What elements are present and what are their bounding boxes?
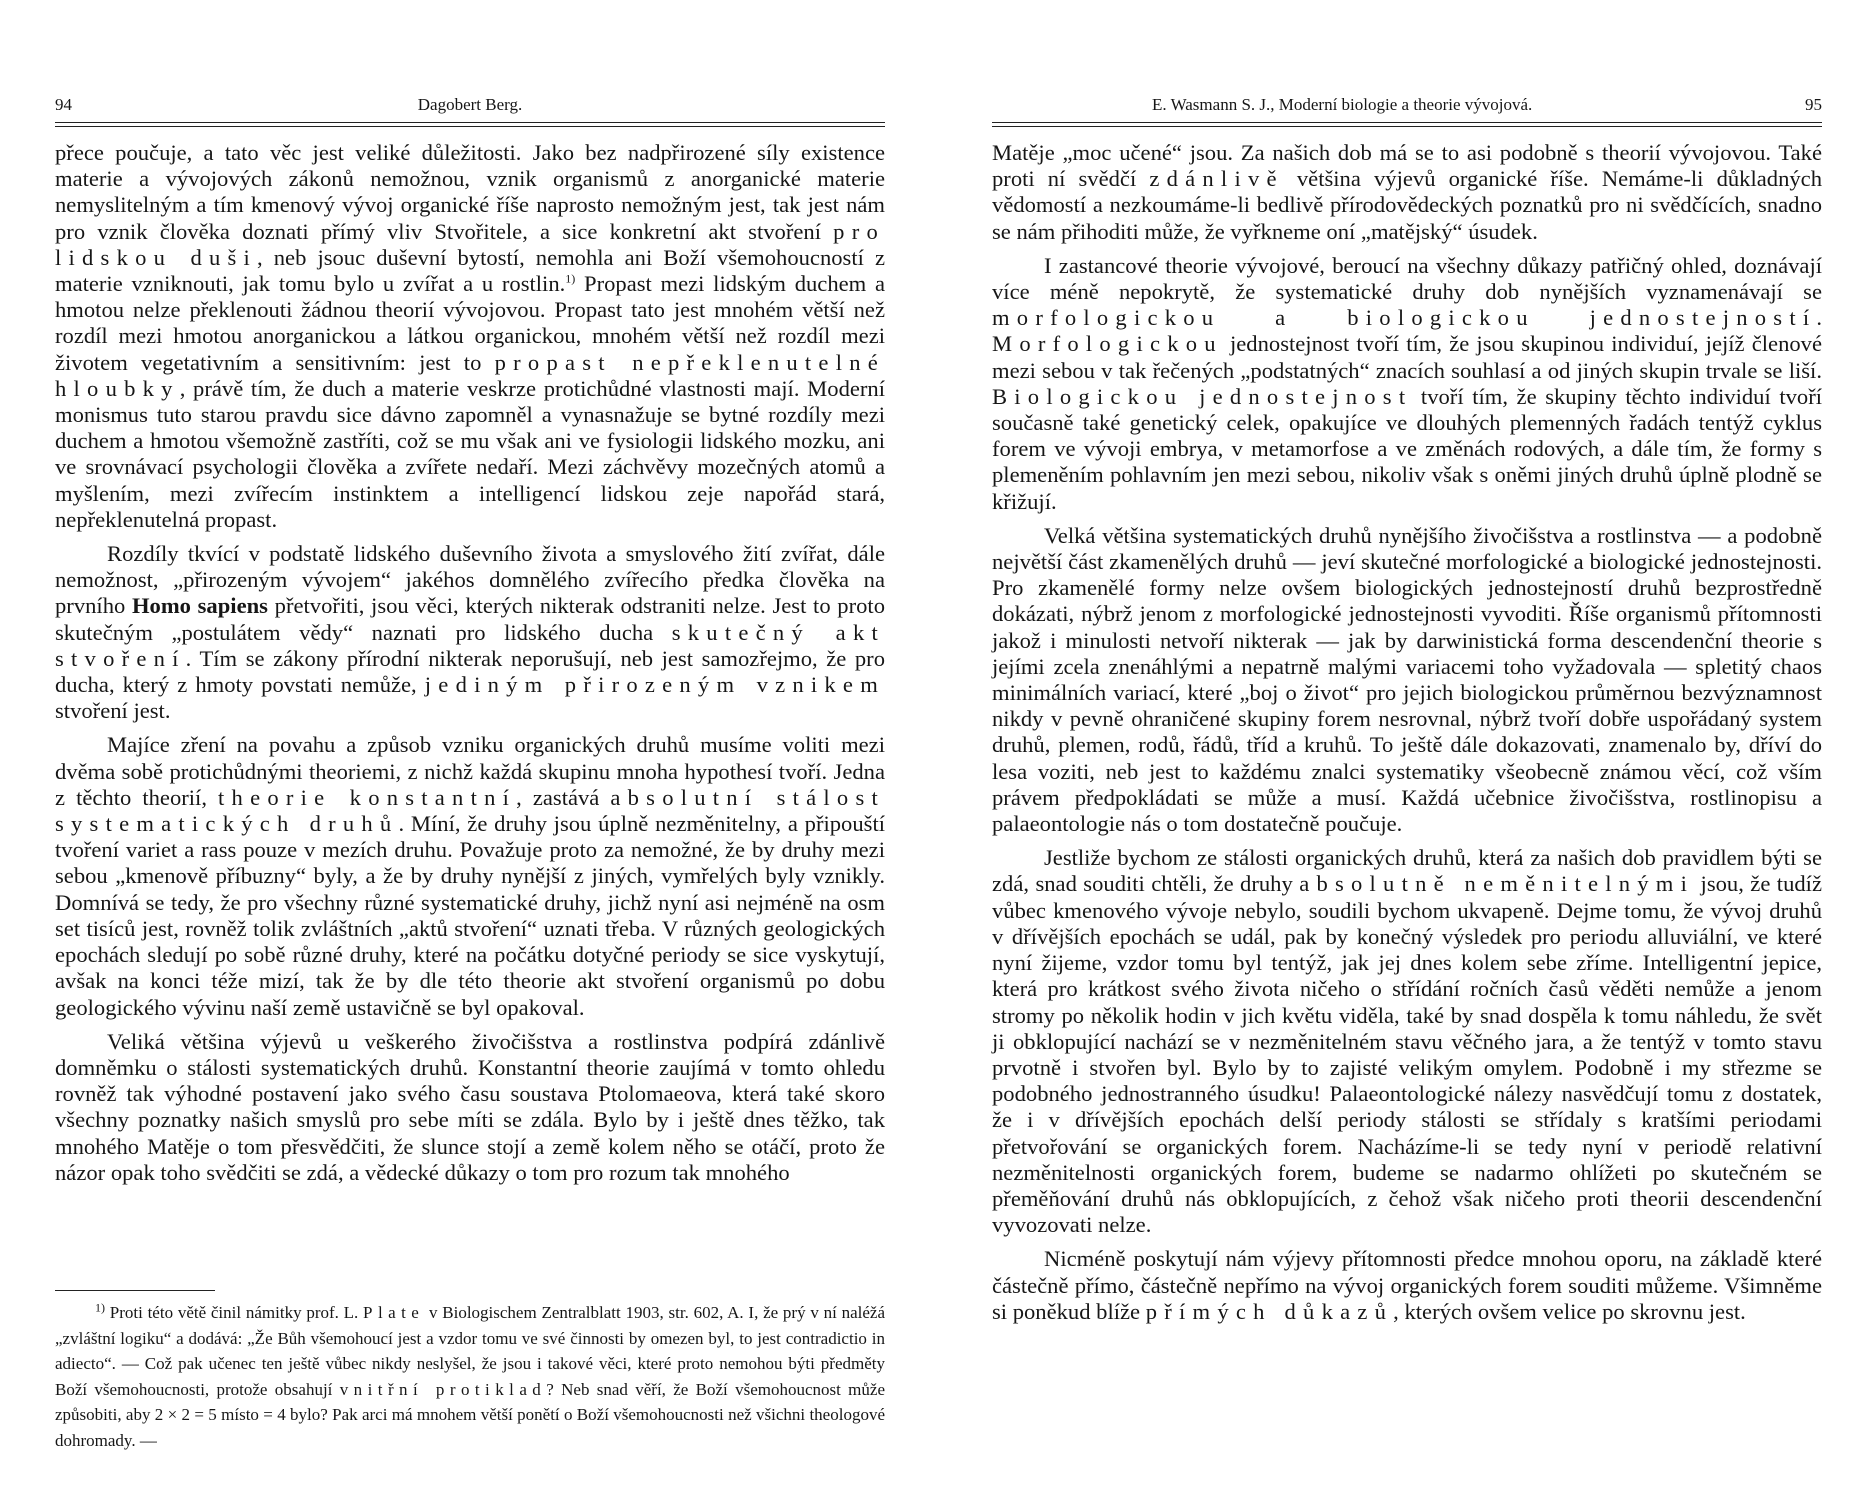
paragraph	[55, 541, 885, 724]
emphasized-text: skutečný akt stvoření	[55, 619, 885, 671]
running-head-right	[992, 95, 1822, 121]
footnote-paragraph	[55, 1300, 885, 1453]
emphasized-text: absolutní stálost systematických druhů	[55, 784, 885, 837]
right-page	[992, 0, 1822, 1500]
header-rule-right	[992, 122, 1822, 127]
text-run: , zastává	[516, 784, 611, 810]
page-number-right: 95	[1805, 95, 1822, 114]
emphasized-text: zdánlivě	[1149, 166, 1284, 192]
emphasized-text: přímých důkazů	[1145, 1298, 1394, 1324]
text-run: Jestliže bychom ze stálosti organických druhů, která za našich dob pravidlem býti se zdá, snad souditi chtěli, že druhy	[992, 845, 1822, 897]
emphasized-text: pro lidskou duši	[55, 218, 885, 270]
right-body-text	[992, 140, 1822, 1325]
bold-text: Homo sapiens	[131, 593, 268, 619]
text-run: , kterých ovšem velice po skrovnu jest.	[1393, 1298, 1746, 1324]
emphasized-text: propast nepřeklenutelné hloubky	[55, 349, 885, 401]
emphasized-text: theorie konstantní	[218, 784, 517, 810]
text-run: jsou, že tudíž vůbec kmenového vývoje nebylo, soudili bychom ukvapeně. Dejme tomu, že vývoj druhů v dřívějších epochách se udál, pak by konečný výsledek pro periodu alluviální, ve které nyní žijeme, vzdor tomu byl tentýž, jak jej dnes kolem sebe zříme. Intelligentní jepice, která pro krátkost svého života ničeho o střídání ročních časů věděti nemůže a jenom stromy po několik hodin v jich květu viděla, také by snad dospěla k tomu náhledu, že svět ji obklopující nachází se v nezměnitelném stavu věčného jara, a že tentýž v tomto stavu prvotně i stvořen byl. Bylo by to zajisté velikým omylem. Podobně i my střezme se podobného jednostranného úsudku! Palaeontologické nálezy nasvědčují tomu z dostatek, že i v dřívějších epochách delší periody stálosti se střídaly s kratšími periodami přetvořování se organických forem. Nacházíme-li se tedy nyní v periodě relativní nezměnitelnosti organických forem, budeme se nadarmo ohlížeti po skutečném se přeměňování druhů nás obklopujících, z čehož však ničeho proti theorii descendenční vyvozovati nelze.	[992, 871, 1822, 1238]
text-run: většina výjevů organické říše. Nemáme-li důkladných vědomostí a nezkoumáme-li bedlivě přírodovědeckých poznatků pro ni svědčících, snadno se nám přihoditi může, že vyřkneme oní „matějský“ úsudek.	[992, 166, 1822, 244]
left-body-text	[55, 140, 885, 1186]
text-run: Propast mezi lidským duchem a hmotou nelze překlenouti žádnou theorií vývojovou. Propast tato jest mnohém větší než rozdíl mezi hmotou anorganickou a látkou organickou, mnohém větší než rozdíl mezi životem vegetativním a sensitivním: jest to	[55, 271, 885, 375]
text-run: Nicméně poskytují nám výjevy přítomnosti předce mnohou oporu, na základě které částečně přímo, částečně nepřímo na vývoj organických forem souditi můžeme. Všimněme si poněkud blíže	[992, 1246, 1822, 1324]
text-run: v Biologischem Zentralblatt 1903, str. 602, A. I, že prý v ní naléžá „zvláštní logiku“ a dodává: „Že Bůh všemohoucí jest a vzdor tomu ve své činnosti by omezen byl, to jest contradictio in adiecto“. — Což pak učenec ten ještě vůbec nikdy neslyšel, že jsou i takové věci, které proto nemohou býti předměty Boží všemohoucnosti, protože obsahují	[55, 1303, 885, 1399]
paragraph	[992, 253, 1822, 515]
emphasized-text: Biologickou jednostejnost	[992, 383, 1413, 409]
emphasized-text: jediným přirozeným vznikem	[424, 672, 886, 698]
running-head-title-right: E. Wasmann S. J., Moderní biologie a theorie vývojová.	[1152, 95, 1533, 114]
footnote-marker: 1)	[565, 271, 576, 286]
text-run: přetvořiti, jsou věci, kterých nikterak odstraniti nelze. Jest to proto skutečným „postulátem vědy“ naznati pro lidského ducha	[55, 593, 886, 645]
text-run: Proti této větě činil námitky prof. L.	[105, 1303, 364, 1322]
paragraph	[55, 1029, 885, 1186]
emphasized-text: vnitřní protiklad	[339, 1379, 547, 1399]
paragraph	[992, 1246, 1822, 1325]
header-rule-left	[55, 122, 885, 127]
footnote	[55, 1300, 885, 1453]
text-run: . Tím se zákony přírodní nikterak neporušují, neb jest samozřejmo, že pro ducha, který z hmoty povstati nemůže,	[55, 645, 885, 698]
emphasized-text: morfologickou a biologickou jednostejností	[992, 305, 1817, 331]
emphasized-text: absolutně neměnitelnými	[1299, 871, 1695, 897]
paragraph	[992, 845, 1822, 1238]
footnote-marker: 1)	[95, 1300, 105, 1315]
running-head-title-left: Dagobert Berg.	[417, 95, 523, 114]
text-run: , právě tím, že duch a materie veskrze protichůdné vlastnosti mají. Moderní monismus tuto starou pravdu sice dávno zapomněl a vynasnažuje se bytné rozdíly mezi duchem a hmotou všemožně zastříti, což se mu však ani ve fysiologii lidského mozku, ani ve srovnávací psychologii člověka a zvířete nedaří. Mezi záchvěvy mozečných atomů a myšlením, mezi zvířecím instinktem a intelligencí lidskou zeje napořád stará, nepřeklenutelná propast.	[55, 375, 885, 532]
emphasized-text: Plate	[363, 1303, 425, 1322]
text-run: Matěje „moc učené“ jsou. Za našich dob má se to asi podobně s theorií vývojovou. Také proti ní svědčí	[992, 140, 1822, 192]
emphasized-text: Morfologickou	[992, 331, 1223, 357]
page-number-left: 94	[55, 95, 72, 114]
text-run: I zastancové theorie vývojové, beroucí na všechny důkazy patřičný ohled, doznávají více méně nepokrytě, že systematické druhy dob nynějších vyznamenávají se	[992, 252, 1822, 305]
text-run: ? Neb snad věří, že Boží všemohoucnost může způsobiti, aby 2 × 2 = 5 místo = 4 bylo? Pak arci má mnohem větší ponětí o Boží všemohoucnosti než všichni theologové dohromady. —	[55, 1379, 885, 1450]
paragraph	[55, 732, 885, 1020]
text-run: Majíce zření na povahu a způsob vzniku organických druhů musíme voliti mezi dvěma sobě protichůdnými theoriemi, z nichž každá skupinu mnoha hypothesí tvoří. Jedna z těchto theorií,	[55, 732, 885, 810]
text-run: přece poučuje, a tato věc jest veliké důležitosti. Jako bez nadpřirozené síly existence materie a vývojových zákonů nemožnou, vznik organismů z anorganické materie nemyslitelným a tím kmenový vývoj organické říše naprosto nemožným jest, tak jest nám pro vznik člověka doznati přímý vliv Stvořitele, a sice konkretní akt stvoření	[55, 140, 885, 244]
text-run: . Míní, že druhy jsou úplně nezměnitelny, a připouští tvoření variet a rass pouze v mezích druhu. Považuje proto za nemožné, že by druhy mezi sebou „kmenově příbuzny“ byly, a že by druhy nynější z jiných, vymřelých byly vznikly. Domnívá se tedy, že pro všechny různé systematické druhy, jichž nyní asi nejméně na osm set tisíců jest, rovněž tolik zvláštních „aktů stvoření“ uznati třeba. V různých geologických epochách sledují po sobě různé druhy, které na počátku dotyčné periody se sice vyskytují, avšak na konci téže mizí, tak že by dle této theorie akt stvoření organismů po dobu geologického vývinu naší země ustavičně se byl opakoval.	[55, 811, 885, 1020]
text-run: stvoření jest.	[55, 698, 171, 724]
running-head-left	[55, 95, 885, 121]
text-run: tvoří tím, že skupiny těchto individuí tvoří současně také genetický celek, opakujíce ve dlouhých plemenných řadách tentýž cyklus forem ve vývoji embrya, v metamorfose a ve změnách rodových, a dále tím, že formy s plemeněním pohlavním jen mezi sebou, nikoliv však s oněmi jiných druhů úplně plodně se křižují.	[992, 383, 1822, 514]
text-run: Veliká většina výjevů u veškerého živočišstva a rostlinstva podpírá zdánlivě domněmku o stálosti systematických druhů. Konstantní theorie zaujímá v tomto ohledu rovněž tak výhodné postavení jako svého času soustava Ptolomaeova, která také skoro všechny poznatky našich smyslů pro sebe míti se zdála. Bylo by i ještě dnes těžko, tak mnohého Matěje o tom přesvědčiti, že slunce stojí a země kolem něho se otáčí, proto že názor opak toho svědčiti se zdá, a vědecké důkazy o tom pro rozum tak mnohého	[55, 1028, 885, 1185]
text-run: .	[1816, 305, 1822, 331]
text-run: , neb jsouc duševní bytostí, nemohla ani Boží všemohoucností z materie vzniknouti, jak tomu bylo u zvířat a u rostlin.	[55, 244, 885, 297]
left-page	[55, 0, 885, 1500]
text-run: Velká většina systematických druhů nynějšího živočišstva a rostlinstva — a podobně největší část zkamenělých druhů — jeví skutečné morfologické a biologické jednostejnosti. Pro zkamenělé formy nelze ovšem biologických jednostejností druhů bezprostředně dokázati, nýbrž jenom z morfologické jednostejnosti vyvoditi. Říše organismů přítomnosti jakož i minulosti netvoří nikterak — jak by darwinistická forma descendenční theorie s jejími zcela znenáhlými a nepatrně malými variacemi toho vyžadovala — spletitý chaos minimálních variací, které „boj o život“ pro jejich biologickou průměrnou bezvýznamnost nikdy v pevně ohraničené skupiny forem nesrovnal, nýbrž tvoří dobře uspořádaný system druhů, plemen, rodů, řádů, tříd a kruhů. To ještě dále dokazovati, znamenalo by, dříví do lesa voziti, neb jest to každému znalci systematiky všeobecně známou věcí, což vším právem předpokládati se může a musí. Každá učebnice živočišstva, rostlinopisu a palaeontologie nás o tom dostatečně poučuje.	[992, 522, 1822, 837]
paragraph	[992, 140, 1822, 245]
paragraph	[992, 523, 1822, 837]
text-run: Rozdíly tkvící v podstatě lidského duševního života a smyslového žití zvířat, dále nemožnost, „přirozeným vývojem“ jakéhos domnělého zvířecího předka člověka na prvního	[55, 541, 885, 619]
paragraph	[55, 140, 885, 533]
footnote-rule	[55, 1290, 215, 1291]
text-run: jednostejnost tvoří tím, že jsou skupinou individuí, jejíž členové mezi sebou v tak řečených „podstatných“ znacích souhlasí a od jiných skupin trvale se liší.	[992, 331, 1822, 383]
